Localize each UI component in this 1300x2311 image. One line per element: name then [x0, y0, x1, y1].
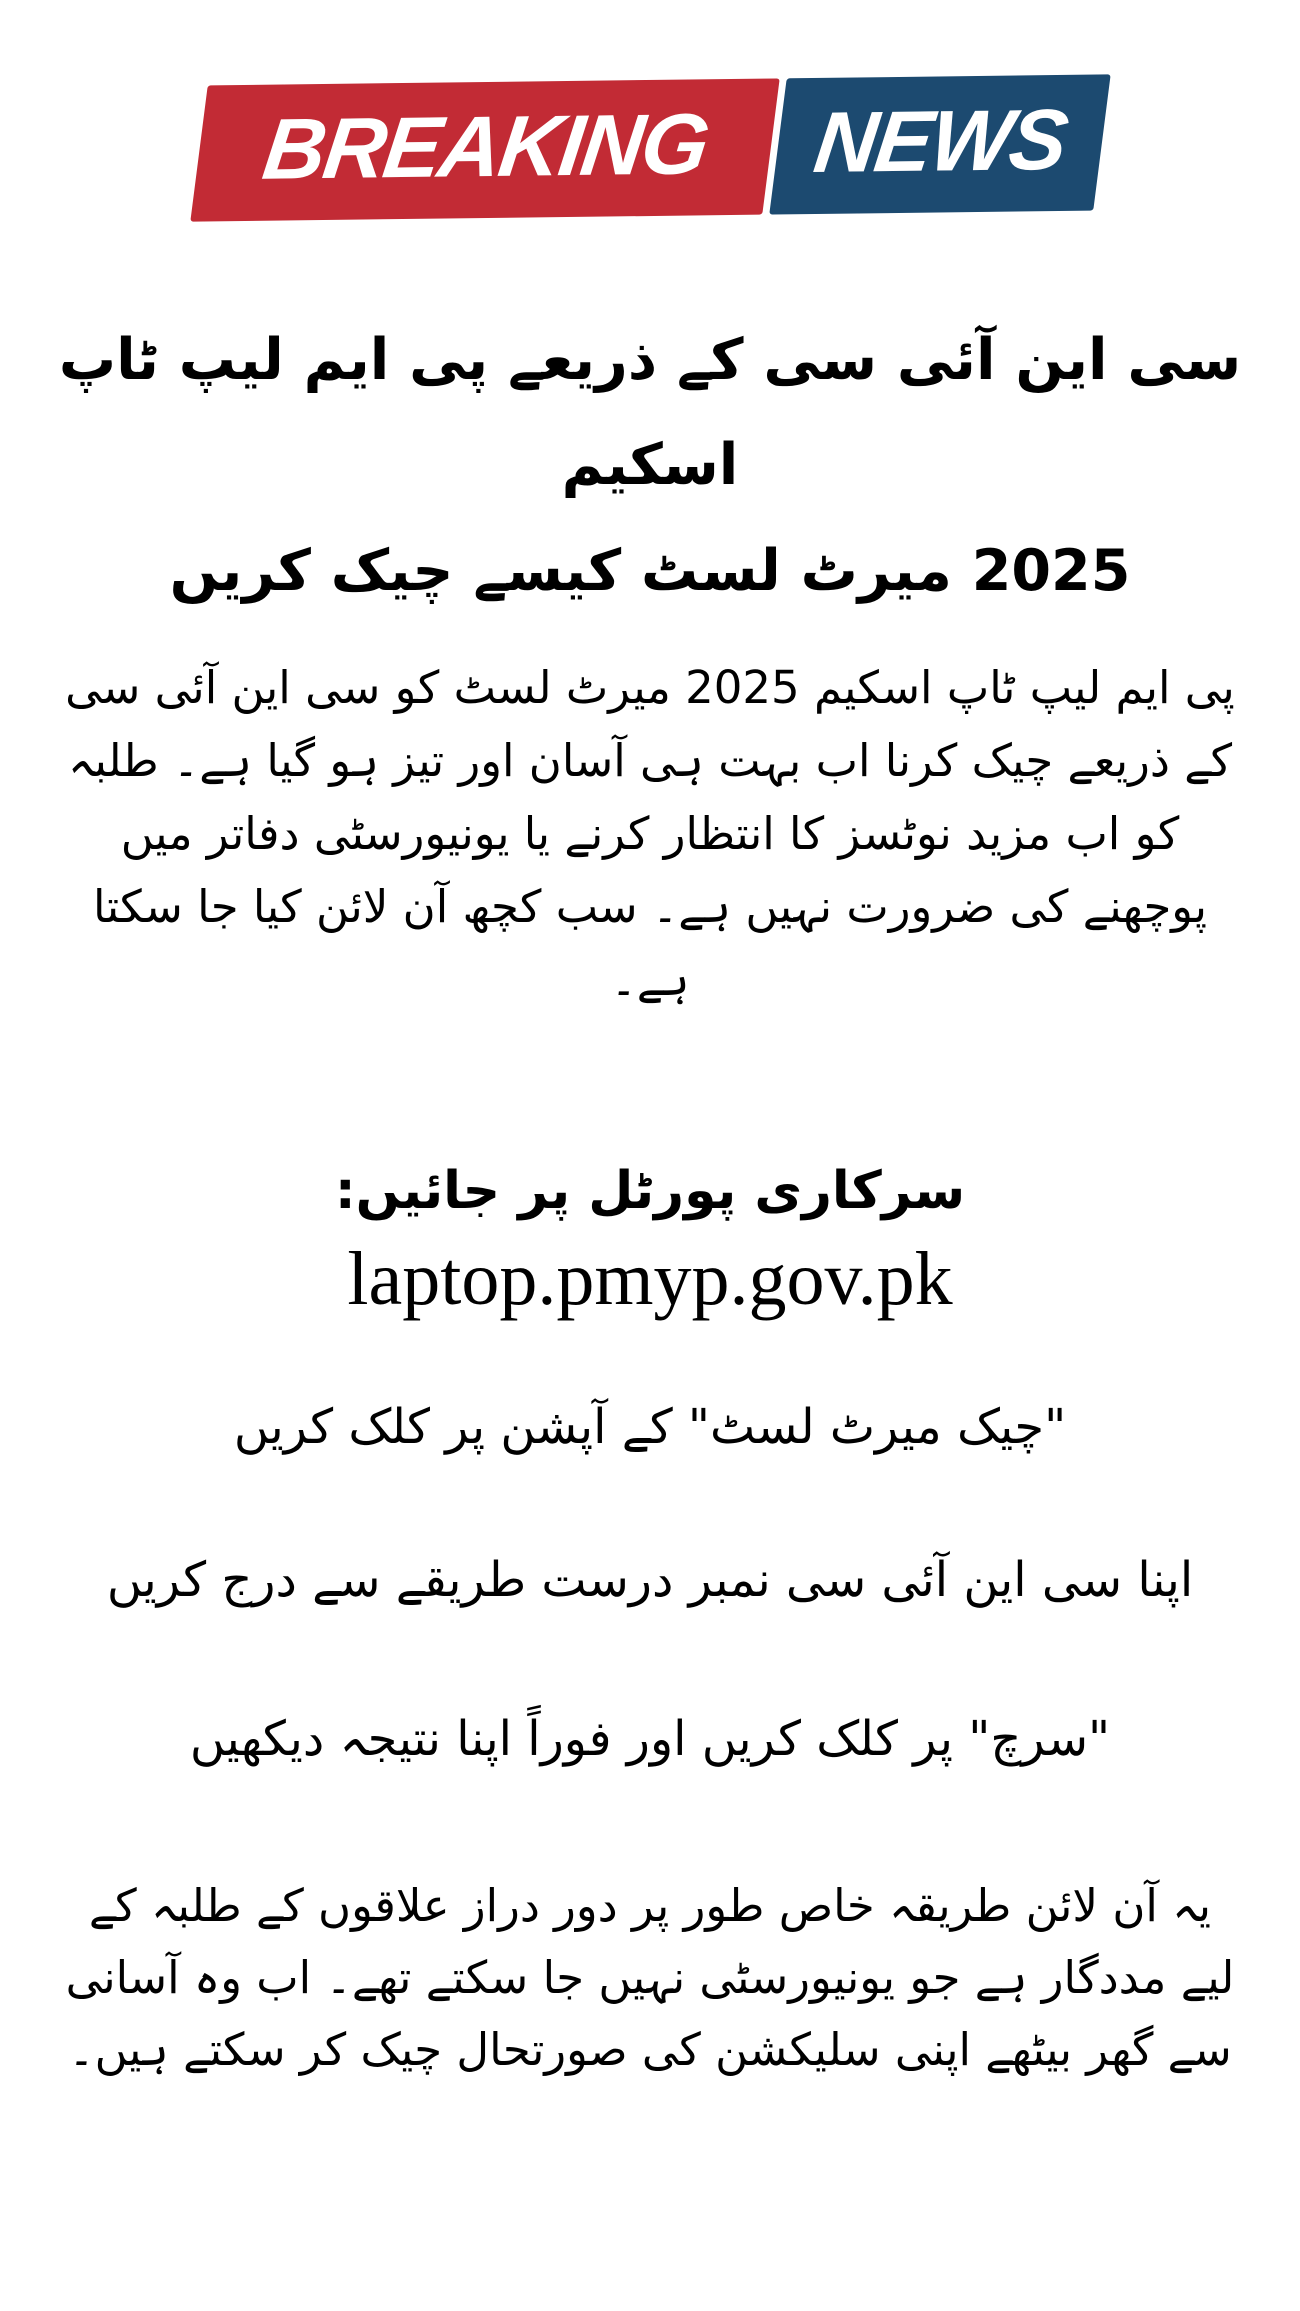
news-label: NEWS [808, 91, 1072, 192]
headline-line-2: 2025 میرٹ لسٹ کیسے چیک کریں [169, 537, 1131, 604]
portal-label: سرکاری پورٹل پر جائیں: [334, 1160, 966, 1221]
step-enter-cnic: اپنا سی این آئی سی نمبر درست طریقے سے درج کریں [106, 1552, 1194, 1609]
step-check-merit-list: "چیک میرٹ لسٹ" کے آپشن پر کلک کریں [233, 1399, 1067, 1456]
step-click-search: "سرچ" پر کلک کریں اور فوراً اپنا نتیجہ دیکھیں [189, 1710, 1111, 1767]
news-banner-blue-box [769, 74, 1110, 214]
portal-url: laptop.pmyp.gov.pk [347, 1236, 953, 1321]
closing-paragraph: یہ آن لائن طریقہ خاص طور پر دور دراز علاقوں کے طلبہ کے لیے مددگار ہے جو یونیورسٹی نہیں جا سکتے تھے۔ اب وہ آسانی سے گھر بیٹھے اپنی سلیکشن کی صورتحال چیک کر سکتے ہیں۔ [65, 1878, 1235, 2076]
headline [30, 308, 1270, 624]
breaking-label: BREAKING [257, 96, 713, 198]
breaking-banner-red-box [190, 78, 779, 221]
breaking-news-banner [194, 74, 1106, 221]
headline-line-1: سی این آئی سی کے ذریعے پی ایم لیپ ٹاپ اسکیم [58, 327, 1242, 499]
intro-paragraph: پی ایم لیپ ٹاپ اسکیم 2025 میرٹ لسٹ کو سی این آئی سی کے ذریعے چیک کرنا اب بہت ہی آسان اور تیز ہو گیا ہے۔ طلبہ کو اب مزید نوٹسز کا انتظار کرنے یا یونیورسٹی دفاتر میں پوچھنے کی ضرورت نہیں ہے۔ سب کچھ آن لائن کیا جا سکتا ہے۔ [65, 661, 1235, 1006]
